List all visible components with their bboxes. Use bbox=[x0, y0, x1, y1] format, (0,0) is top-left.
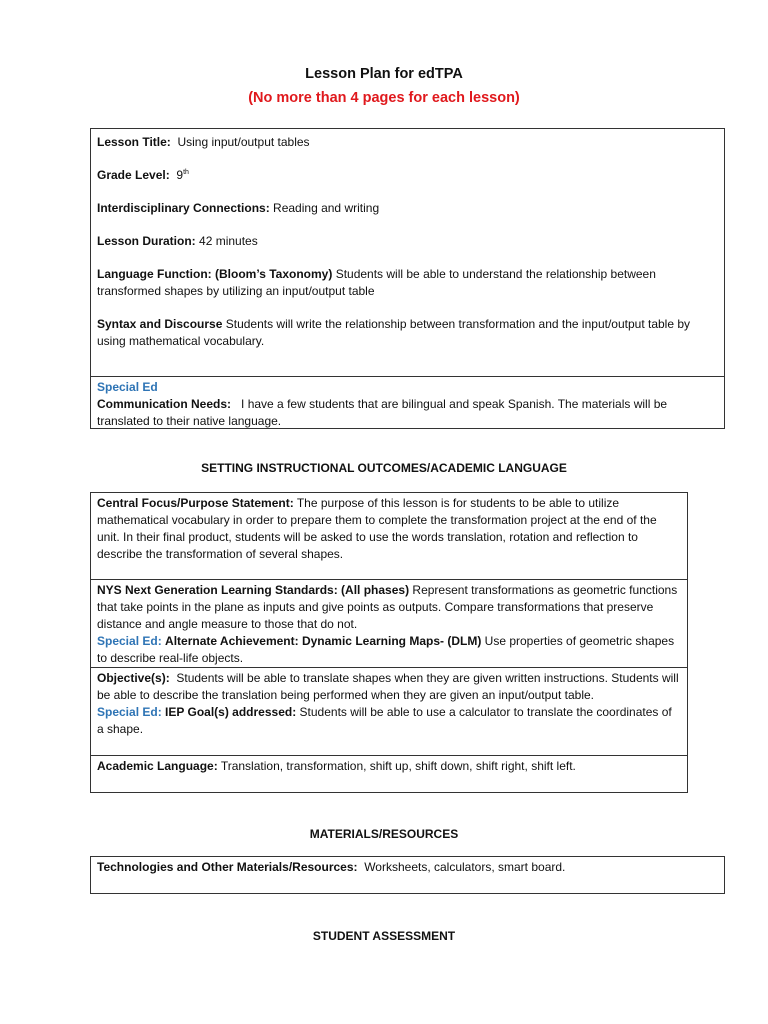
lesson-title-row bbox=[97, 134, 718, 151]
page-subtitle: (No more than 4 pages for each lesson) bbox=[248, 90, 520, 106]
standards-cell bbox=[91, 579, 687, 667]
objectives-value: Students will be able to translate shapes when they are given written instructions. Students will be able to describe the translation being performed when they are given an input/output table. bbox=[97, 671, 679, 702]
outcomes-table bbox=[90, 492, 688, 793]
language-function-value: Students will be able to understand the relationship between transformed shapes by utilizing an input/output table bbox=[97, 267, 656, 298]
lesson-title-label: Lesson Title: bbox=[97, 135, 171, 149]
objectives-sped-bold: IEP Goal(s) addressed: bbox=[165, 705, 297, 719]
central-focus-label: Central Focus/Purpose Statement: bbox=[97, 496, 294, 510]
grade-level-suffix: th bbox=[183, 169, 189, 176]
academic-language-cell bbox=[91, 755, 687, 779]
academic-language-value: Translation, transformation, shift up, shift down, shift right, shift left. bbox=[220, 759, 576, 773]
standards-value: Represent transformations as geometric functions that take points in the plane as inputs and give points as outputs. Compare transformations that preserve distance and angle measure to those that do not. bbox=[97, 583, 678, 631]
materials-row bbox=[97, 859, 718, 876]
standards-sped-value: Use properties of geometric shapes to describe real-life objects. bbox=[97, 634, 675, 665]
communication-row bbox=[97, 396, 718, 430]
materials-value: Worksheets, calculators, smart board. bbox=[364, 860, 566, 874]
objectives-cell bbox=[91, 667, 687, 755]
syntax-value: Students will write the relationship between transformation and the input/output table by using mathematical vocabulary. bbox=[97, 317, 691, 348]
special-ed-cell bbox=[91, 376, 724, 434]
duration-row bbox=[97, 233, 718, 250]
outcomes-heading: SETTING INSTRUCTIONAL OUTCOMES/ACADEMIC LANGUAGE bbox=[201, 461, 567, 475]
syntax-row bbox=[97, 316, 718, 350]
assessment-heading: STUDENT ASSESSMENT bbox=[312, 929, 456, 943]
communication-value: I have a few students that are bilingual and speak Spanish. The materials will be translated to their native language. bbox=[97, 397, 668, 428]
standards-sped-row bbox=[97, 633, 681, 667]
language-function-row bbox=[97, 266, 718, 300]
central-focus-row bbox=[97, 495, 681, 563]
grade-level-value: 9 bbox=[176, 168, 184, 182]
interdisciplinary-value: Reading and writing bbox=[273, 201, 380, 215]
special-ed-label: Special Ed bbox=[97, 380, 158, 394]
standards-sped-label: Special Ed: bbox=[97, 634, 162, 648]
materials-cell bbox=[91, 857, 724, 880]
objectives-label: Objective(s): bbox=[97, 671, 170, 685]
standards-row bbox=[97, 582, 681, 633]
grade-level-row bbox=[97, 167, 718, 184]
academic-language-label: Academic Language: bbox=[97, 759, 218, 773]
lesson-info-cell bbox=[91, 129, 724, 376]
duration-label: Lesson Duration: bbox=[97, 234, 196, 248]
page-title: Lesson Plan for edTPA bbox=[305, 66, 463, 82]
academic-language-row bbox=[97, 758, 681, 775]
materials-heading: MATERIALS/RESOURCES bbox=[309, 827, 459, 841]
interdisciplinary-row bbox=[97, 200, 718, 217]
syntax-label: Syntax and Discourse bbox=[97, 317, 223, 331]
duration-value: 42 minutes bbox=[199, 234, 258, 248]
standards-label: NYS Next Generation Learning Standards: (All phases) bbox=[97, 583, 410, 597]
objectives-sped-label: Special Ed: bbox=[97, 705, 162, 719]
objectives-sped-row bbox=[97, 704, 681, 738]
central-focus-cell bbox=[91, 493, 687, 579]
central-focus-value: The purpose of this lesson is for students to be able to utilize mathematical vocabulary in order to prepare them to complete the transformation project at the end of the unit. In their final product, students will be asked to use the words translation, rotation and reflection to describe the transformation of several shapes. bbox=[97, 496, 657, 561]
lesson-title-value: Using input/output tables bbox=[177, 135, 310, 149]
lesson-info-table bbox=[90, 128, 725, 429]
objectives-sped-value: Students will be able to use a calculator to translate the coordinates of a shape. bbox=[97, 705, 672, 736]
materials-table bbox=[90, 856, 725, 894]
interdisciplinary-label: Interdisciplinary Connections: bbox=[97, 201, 270, 215]
objectives-row bbox=[97, 670, 681, 704]
standards-sped-bold: Alternate Achievement: Dynamic Learning Maps- (DLM) bbox=[165, 634, 482, 648]
communication-label: Communication Needs: bbox=[97, 397, 232, 411]
grade-level-label: Grade Level: bbox=[97, 168, 170, 182]
materials-label: Technologies and Other Materials/Resources: bbox=[97, 860, 358, 874]
language-function-label: Language Function: (Bloom’s Taxonomy) bbox=[97, 267, 333, 281]
